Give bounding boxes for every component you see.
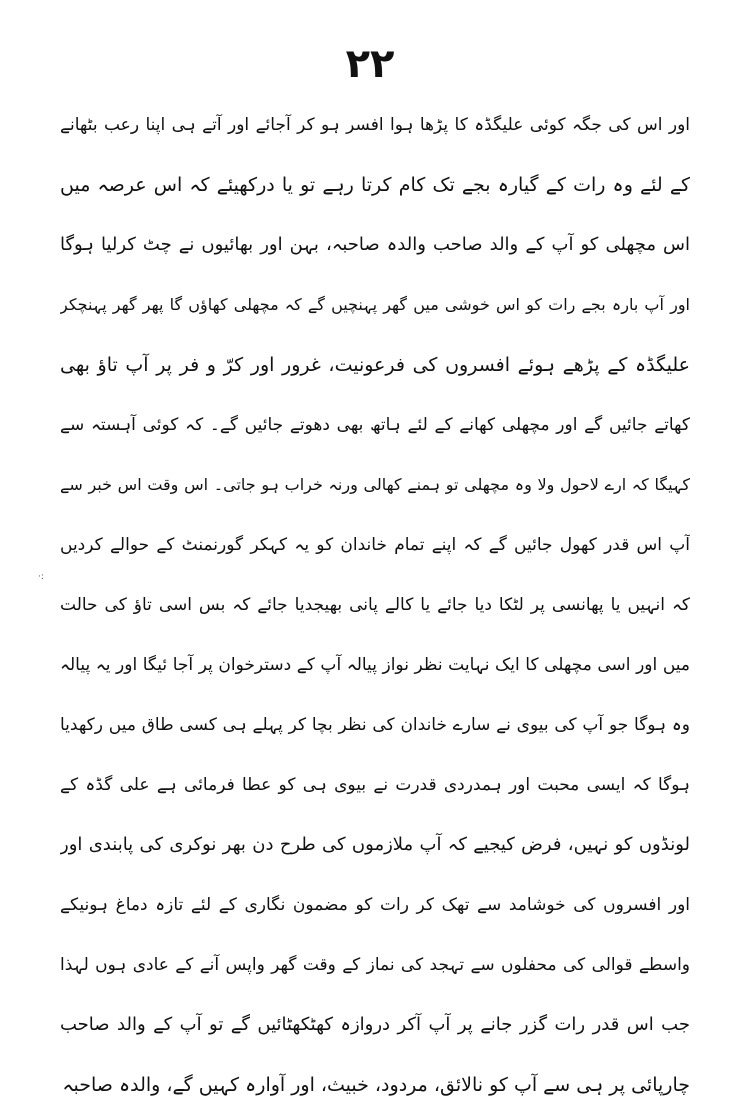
text-line: اس مچھلی کو آپ کے والد صاحب والدہ صاحبہ، بہن اور بھائیوں نے چٹ کرلیا ہوگا (60, 234, 690, 255)
text-line: چارپائی پر ہی سے آپ کو نالائق، مردود، خبیث، اور آوارہ کہیں گے، والدہ صاحبہ (62, 1074, 690, 1096)
text-line: کے لئے وہ رات کے گیارہ بجے تک کام کرتا رہے تو یا درکھیئے کہ اس عرصہ میں (60, 174, 690, 196)
text-line: علیگڈہ کے پڑھے ہوئے افسروں کی فرعونیت، غرور اور کرّ و فر پر آپ تاؤ بھی (60, 354, 690, 376)
text-line: آپ اس قدر کھول جائیں گے کہ اپنے تمام خاندان کو یہ کہکر گورنمنٹ کے حوالے کردیں (60, 535, 690, 555)
text-line: لونڈوں کو نہیں، فرض کیجیے کہ آپ ملازموں کی طرح دن بھر نوکری کی پابندی اور (60, 834, 690, 855)
text-line: اور افسروں کی خوشامد سے تھک کر رات کو مضمون نگاری کے لئے تازہ دماغ ہونیکے (60, 895, 690, 915)
text-line: اور اس کی جگہ کوئی علیگڈہ کا پڑھا ہوا افسر ہو کر آجائے اور آتے ہی اپنا رعب بٹھانے (60, 115, 690, 135)
text-line: کہ انہیں یا پھانسی پر لٹکا دیا جائے یا کالے پانی بھیجدیا جائے کہ بس اسی تاؤ کی حالت (60, 595, 690, 615)
text-line: واسطے قوالی کی محفلوں سے تہجد کی نماز کے وقت گھر واپس آنے کے عادی ہوں لہذا (60, 955, 690, 975)
text-line: اور آپ بارہ بجے رات کو اس خوشی میں گھر پہنچیں گے کہ مچھلی کھاؤں گا پھر گھر پہنچکر (60, 295, 690, 314)
text-line: کہیگا کہ ارے لاحول ولا وہ مچھلی تو ہمنے کھالی ورنہ خراب ہو جاتی۔ اس وقت اس خبر سے (60, 475, 690, 494)
text-line: جب اس قدر رات گزر جانے پر آپ آکر دروازہ کھٹکھٹائیں گے تو آپ کے والد صاحب (60, 1014, 690, 1035)
text-line: وہ ہوگا جو آپ کی بیوی نے سارے خاندان کی نظر بچا کر پہلے ہی کسی طاق میں رکھدیا (60, 715, 690, 735)
text-line: کھاتے جائیں گے اور مچھلی کھانے کے لئے ہاتھ بھی دھوتے جائیں گے۔ کہ کوئی آہستہ سے (60, 415, 690, 435)
text-line: میں اور اسی مچھلی کا ایک نہایت نظر نواز پیالہ آپ کے دسترخوان پر آجا ئیگا اور یہ پیالہ (60, 655, 690, 675)
margin-mark: ·: (38, 572, 44, 582)
page-number: ۲۲ (345, 41, 395, 87)
body-text (60, 95, 690, 1115)
text-line: ہوگا کہ ایسی محبت اور ہمدردی قدرت نے بیوی ہی کو عطا فرمائی ہے علی گڈہ کے (60, 775, 690, 795)
